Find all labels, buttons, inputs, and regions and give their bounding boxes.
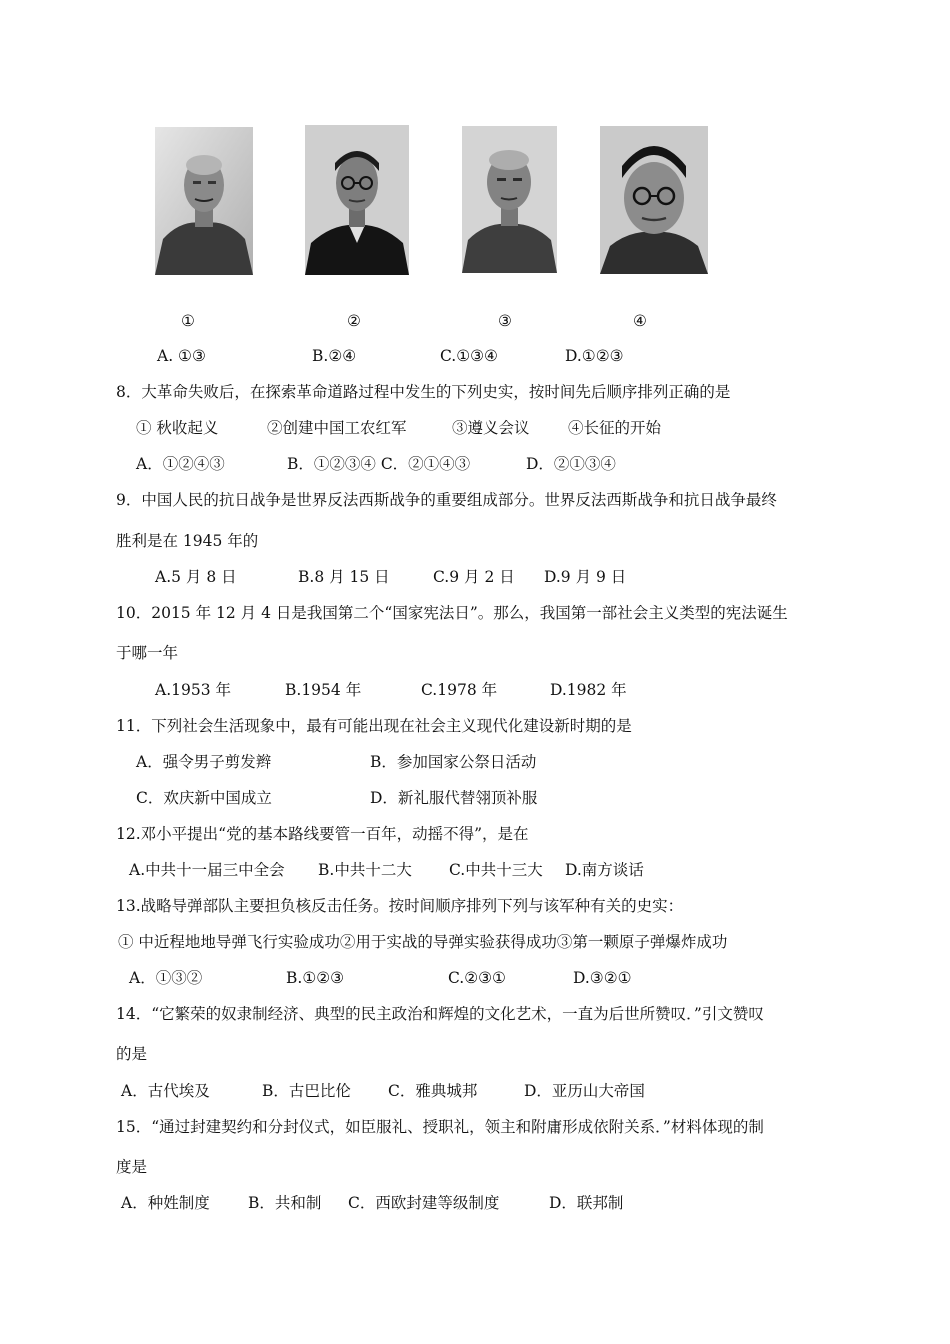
q10-option-b: B.1954 年 [285, 681, 362, 699]
photo-label-4: ④ [633, 312, 647, 330]
q10-stem-line2: 于哪一年 [116, 644, 179, 662]
q15-stem-line2: 度是 [116, 1158, 148, 1176]
q14-option-d: D．亚历山大帝国 [524, 1082, 645, 1100]
q15-option-c: C．西欧封建等级制度 [348, 1194, 500, 1212]
q15-option-a: A．种姓制度 [121, 1194, 210, 1212]
portrait-photo-1 [155, 127, 253, 275]
q15-option-b: B．共和制 [248, 1194, 322, 1212]
q9-stem-line2: 胜利是在 1945 年的 [116, 532, 259, 550]
q7-option-d: D.①②③ [565, 347, 624, 365]
photo-label-2: ② [347, 312, 361, 330]
q13-option-b: B.①②③ [286, 969, 345, 987]
q8-event-1: ① 秋收起义 [136, 419, 219, 437]
q8-stem: 8．大革命失败后，在探索革命道路过程中发生的下列史实，按时间先后顺序排列正确的是 [116, 383, 731, 401]
q15-stem-line1: 15．“通过封建契约和分封仪式，如臣服礼、授职礼，领主和附庸形成依附关系．”材料体现的制 [116, 1118, 764, 1136]
q8-event-3: ③遵义会议 [452, 419, 530, 437]
q11-option-a: A．强令男子剪发辫 [136, 753, 272, 771]
q13-option-a: A．①③② [129, 969, 203, 987]
q10-option-c: C.1978 年 [421, 681, 498, 699]
q14-stem-line2: 的是 [116, 1045, 148, 1063]
q8-option-a: A．①②④③ [136, 455, 225, 473]
q9-option-c: C.9 月 2 日 [433, 568, 515, 586]
photo-label-1: ① [181, 312, 195, 330]
q12-option-b: B.中共十二大 [318, 861, 412, 879]
q15-option-d: D．联邦制 [549, 1194, 624, 1212]
q11-option-b: B．参加国家公祭日活动 [370, 753, 537, 771]
q8-event-4: ④长征的开始 [568, 419, 662, 437]
q10-stem-line1: 10．2015 年 12 月 4 日是我国第二个“国家宪法日”。那么，我国第一部社会主义类型的宪法诞生 [116, 604, 788, 622]
q9-option-b: B.8 月 15 日 [298, 568, 390, 586]
photo-label-3: ③ [498, 312, 512, 330]
q14-stem-line1: 14．“它繁荣的奴隶制经济、典型的民主政治和辉煌的文化艺术，一直为后世所赞叹．”引文赞叹 [116, 1005, 764, 1023]
q11-option-c: C．欢庆新中国成立 [136, 789, 272, 807]
q7-option-b: B.②④ [312, 347, 357, 365]
q14-option-b: B．古巴比伦 [262, 1082, 351, 1100]
q10-option-a: A.1953 年 [155, 681, 231, 699]
q8-option-d: D．②①③④ [526, 455, 616, 473]
q12-stem: 12.邓小平提出“党的基本路线要管一百年，动摇不得”，是在 [116, 825, 529, 843]
portrait-photo-3 [462, 126, 557, 273]
q9-option-a: A.5 月 8 日 [155, 568, 237, 586]
q14-option-c: C．雅典城邦 [388, 1082, 478, 1100]
q12-option-d: D.南方谈话 [565, 861, 644, 879]
q11-option-d: D．新礼服代替翎顶补服 [370, 789, 538, 807]
q7-option-a: A. ①③ [157, 347, 206, 365]
q11-stem: 11．下列社会生活现象中，最有可能出现在社会主义现代化建设新时期的是 [116, 717, 632, 735]
q13-option-c: C.②③① [448, 969, 506, 987]
q8-event-2: ②创建中国工农红军 [267, 419, 407, 437]
portrait-photo-4 [600, 126, 708, 274]
q13-events: ① 中近程地地导弹飞行实验成功②用于实战的导弹实验获得成功③第一颗原子弹爆炸成功 [118, 933, 728, 951]
q9-stem-line1: 9．中国人民的抗日战争是世界反法西斯战争的重要组成部分。世界反法西斯战争和抗日战争最终 [116, 491, 777, 509]
q7-option-c: C.①③④ [440, 347, 498, 365]
q14-option-a: A．古代埃及 [121, 1082, 210, 1100]
portrait-photo-2 [305, 125, 409, 275]
q10-option-d: D.1982 年 [550, 681, 627, 699]
q12-option-a: A.中共十一届三中全会 [129, 861, 285, 879]
q9-option-d: D.9 月 9 日 [544, 568, 627, 586]
q13-option-d: D.③②① [573, 969, 632, 987]
q12-option-c: C.中共十三大 [449, 861, 543, 879]
q8-option-bc: B．①②③④ C．②①④③ [287, 455, 471, 473]
q13-stem: 13.战略导弹部队主要担负核反击任务。按时间顺序排列下列与该军种有关的史实： [116, 897, 684, 915]
